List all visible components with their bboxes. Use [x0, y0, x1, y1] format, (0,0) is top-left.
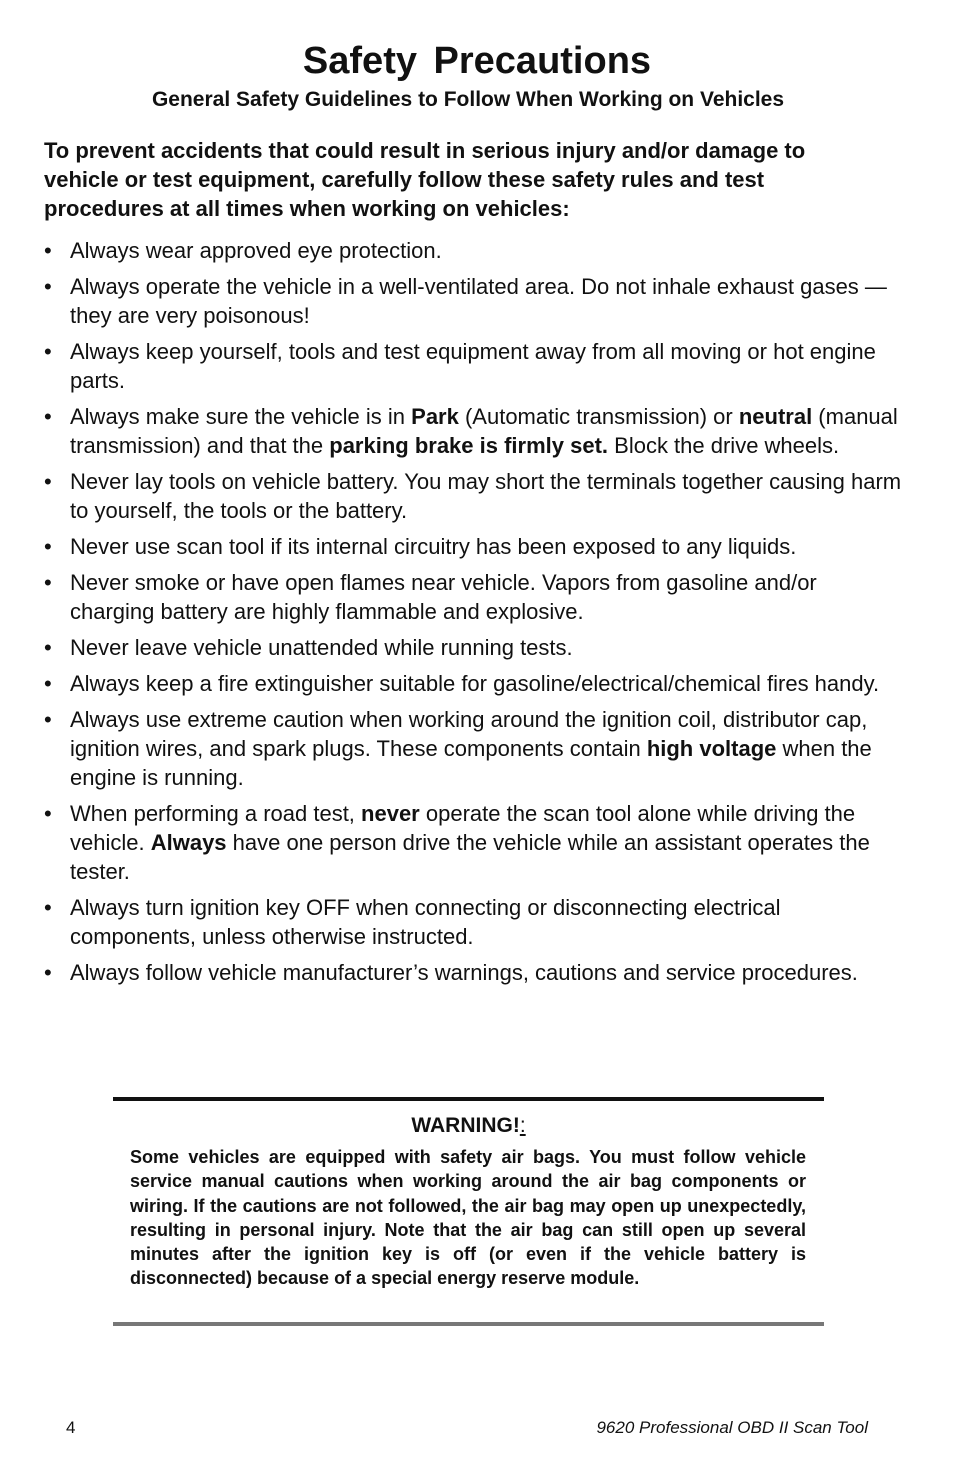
rule-text: Always make sure the vehicle is in [70, 404, 412, 429]
footer-manual-title: 9620 Professional OBD II Scan Tool [596, 1418, 868, 1437]
bullet: • [44, 339, 52, 364]
bullet: • [44, 960, 52, 985]
rule-text: operate the scan tool alone while driving the vehicle. [70, 801, 856, 855]
list-item [44, 402, 904, 460]
bullet: • [44, 635, 52, 660]
rule-text: Never leave vehicle unattended while running tests. [70, 635, 573, 660]
bullet: • [44, 534, 52, 559]
list-item [44, 893, 904, 951]
list-item [44, 532, 904, 561]
list-item [44, 236, 904, 265]
list-item [44, 799, 904, 886]
list-item [44, 337, 904, 395]
warning-heading [113, 1113, 824, 1139]
bullet: • [44, 671, 52, 696]
bullet: • [44, 238, 52, 263]
rule-text: Always keep yourself, tools and test equipment away from all moving or hot engine parts. [70, 339, 876, 393]
rule-text: (manual transmission) and that the [70, 404, 898, 458]
list-item [44, 669, 904, 698]
rule-text: Never lay tools on vehicle battery. You may short the terminals together causing harm to yourself, the tools or the battery. [70, 469, 902, 523]
warning-heading-text: WARNING! [411, 1114, 520, 1137]
bullet: • [44, 274, 52, 299]
bullet: • [44, 801, 52, 826]
list-item [44, 467, 904, 525]
warning-heading-suffix: : [519, 1114, 526, 1137]
emphasis-park: Park [411, 404, 459, 429]
list-item [44, 272, 904, 330]
rule-text: Always wear approved eye protection. [70, 238, 442, 263]
list-item [44, 633, 904, 662]
rule-text: Never use scan tool if its internal circuitry has been exposed to any liquids. [70, 534, 797, 559]
bullet: • [44, 570, 52, 595]
rule-text: When performing a road test, [70, 801, 362, 826]
rule-text: Always follow vehicle manufacturer’s warnings, cautions and service procedures. [70, 960, 858, 985]
emphasis-always: Always [150, 830, 227, 855]
list-item [44, 705, 904, 792]
intro-paragraph: To prevent accidents that could result in serious injury and/or damage to vehicle or test equipment, carefully follow these safety rules and test procedures at all times when working on vehicles: [44, 138, 806, 221]
emphasis-never: never [361, 801, 420, 826]
safety-rules-list [44, 236, 904, 994]
rule-text: Always turn ignition key OFF when connecting or disconnecting electrical components, unless otherwise instructed. [70, 895, 781, 949]
page-number: 4 [66, 1418, 76, 1437]
rule-text: have one person drive the vehicle while an assistant operates the tester. [70, 830, 870, 884]
rule-text: (Automatic transmission) or [458, 404, 739, 429]
page-title: Safety Precautions [302, 40, 652, 82]
warning-body: Some vehicles are equipped with safety air bags. You must follow vehicle service manual cautions when working around the air bag components or wiring. If the cautions are not followed, the air bag may open up unexpectedly, resulting in personal injury. Note that the air bag can still open up several minutes after the ignition key is off (or even if the vehicle battery is disconnected) because of a special energy reserve module. [130, 1147, 806, 1289]
emphasis-high-voltage: high voltage [646, 736, 777, 761]
rule-text: Always operate the vehicle in a well-ventilated area. Do not inhale exhaust gases — they are very poisonous! [70, 274, 887, 328]
bullet: • [44, 707, 52, 732]
emphasis-parking-brake: parking brake is firmly set. [329, 433, 609, 458]
bullet: • [44, 469, 52, 494]
list-item [44, 958, 904, 987]
emphasis-neutral: neutral [738, 404, 813, 429]
rule-text: when the engine is running. [70, 736, 872, 790]
rule-text: Never smoke or have open flames near vehicle. Vapors from gasoline and/or charging battery are highly flammable and explosive. [70, 570, 817, 624]
rule-text: Block the drive wheels. [608, 433, 840, 458]
rule-text: Always keep a fire extinguisher suitable for gasoline/electrical/chemical fires handy. [70, 671, 880, 696]
list-item [44, 568, 904, 626]
rule-text: Always use extreme caution when working around the ignition coil, distributor cap, ignition wires, and spark plugs. These components contain [70, 707, 868, 761]
warning-box [113, 1097, 824, 1326]
page-subtitle: General Safety Guidelines to Follow When Working on Vehicles [151, 88, 785, 111]
bullet: • [44, 404, 52, 429]
bullet: • [44, 895, 52, 920]
